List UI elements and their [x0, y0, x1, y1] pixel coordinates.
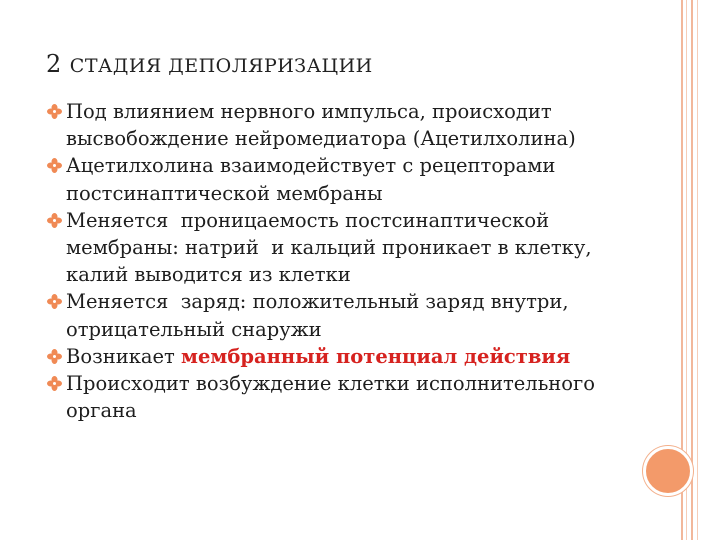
- list-item: [46, 152, 636, 206]
- list-item: [46, 343, 636, 370]
- decorative-circle: [643, 446, 693, 496]
- highlighted-term: мембранный потенциал действия: [181, 344, 571, 368]
- decorative-line: [691, 0, 693, 540]
- four-petal-flower-icon: [47, 294, 62, 309]
- bullet-list: [46, 98, 636, 424]
- bullet-text: Меняется заряд: положительный заряд внутри, отрицательный снаружи: [66, 290, 575, 341]
- four-petal-flower-icon: [47, 349, 62, 364]
- four-petal-flower-icon: [47, 213, 62, 228]
- decorative-line: [697, 0, 698, 540]
- slide-title: [46, 50, 373, 78]
- four-petal-flower-icon: [47, 376, 62, 391]
- list-item: [46, 207, 636, 289]
- bullet-text: Меняется проницаемость постсинаптической мембраны: натрий и кальций проникает в клетку, калий выводится из клетки: [66, 208, 598, 287]
- bullet-text: Под влиянием нервного импульса, происходит высвобождение нейромедиатора (Ацетилхолина): [66, 100, 576, 151]
- title-text: СТАДИЯ ДЕПОЛЯРИЗАЦИИ: [69, 55, 373, 77]
- list-item: [46, 370, 636, 424]
- list-item: [46, 288, 636, 342]
- four-petal-flower-icon: [47, 158, 62, 173]
- four-petal-flower-icon: [47, 104, 62, 119]
- bullet-text: Ацетилхолина взаимодействует с рецепторами постсинаптической мембраны: [66, 154, 556, 205]
- bullet-text: Возникает: [66, 344, 182, 368]
- list-item: [46, 98, 636, 152]
- title-number: 2: [46, 50, 62, 78]
- bullet-text: Происходит возбуждение клетки исполнительного органа: [66, 372, 596, 423]
